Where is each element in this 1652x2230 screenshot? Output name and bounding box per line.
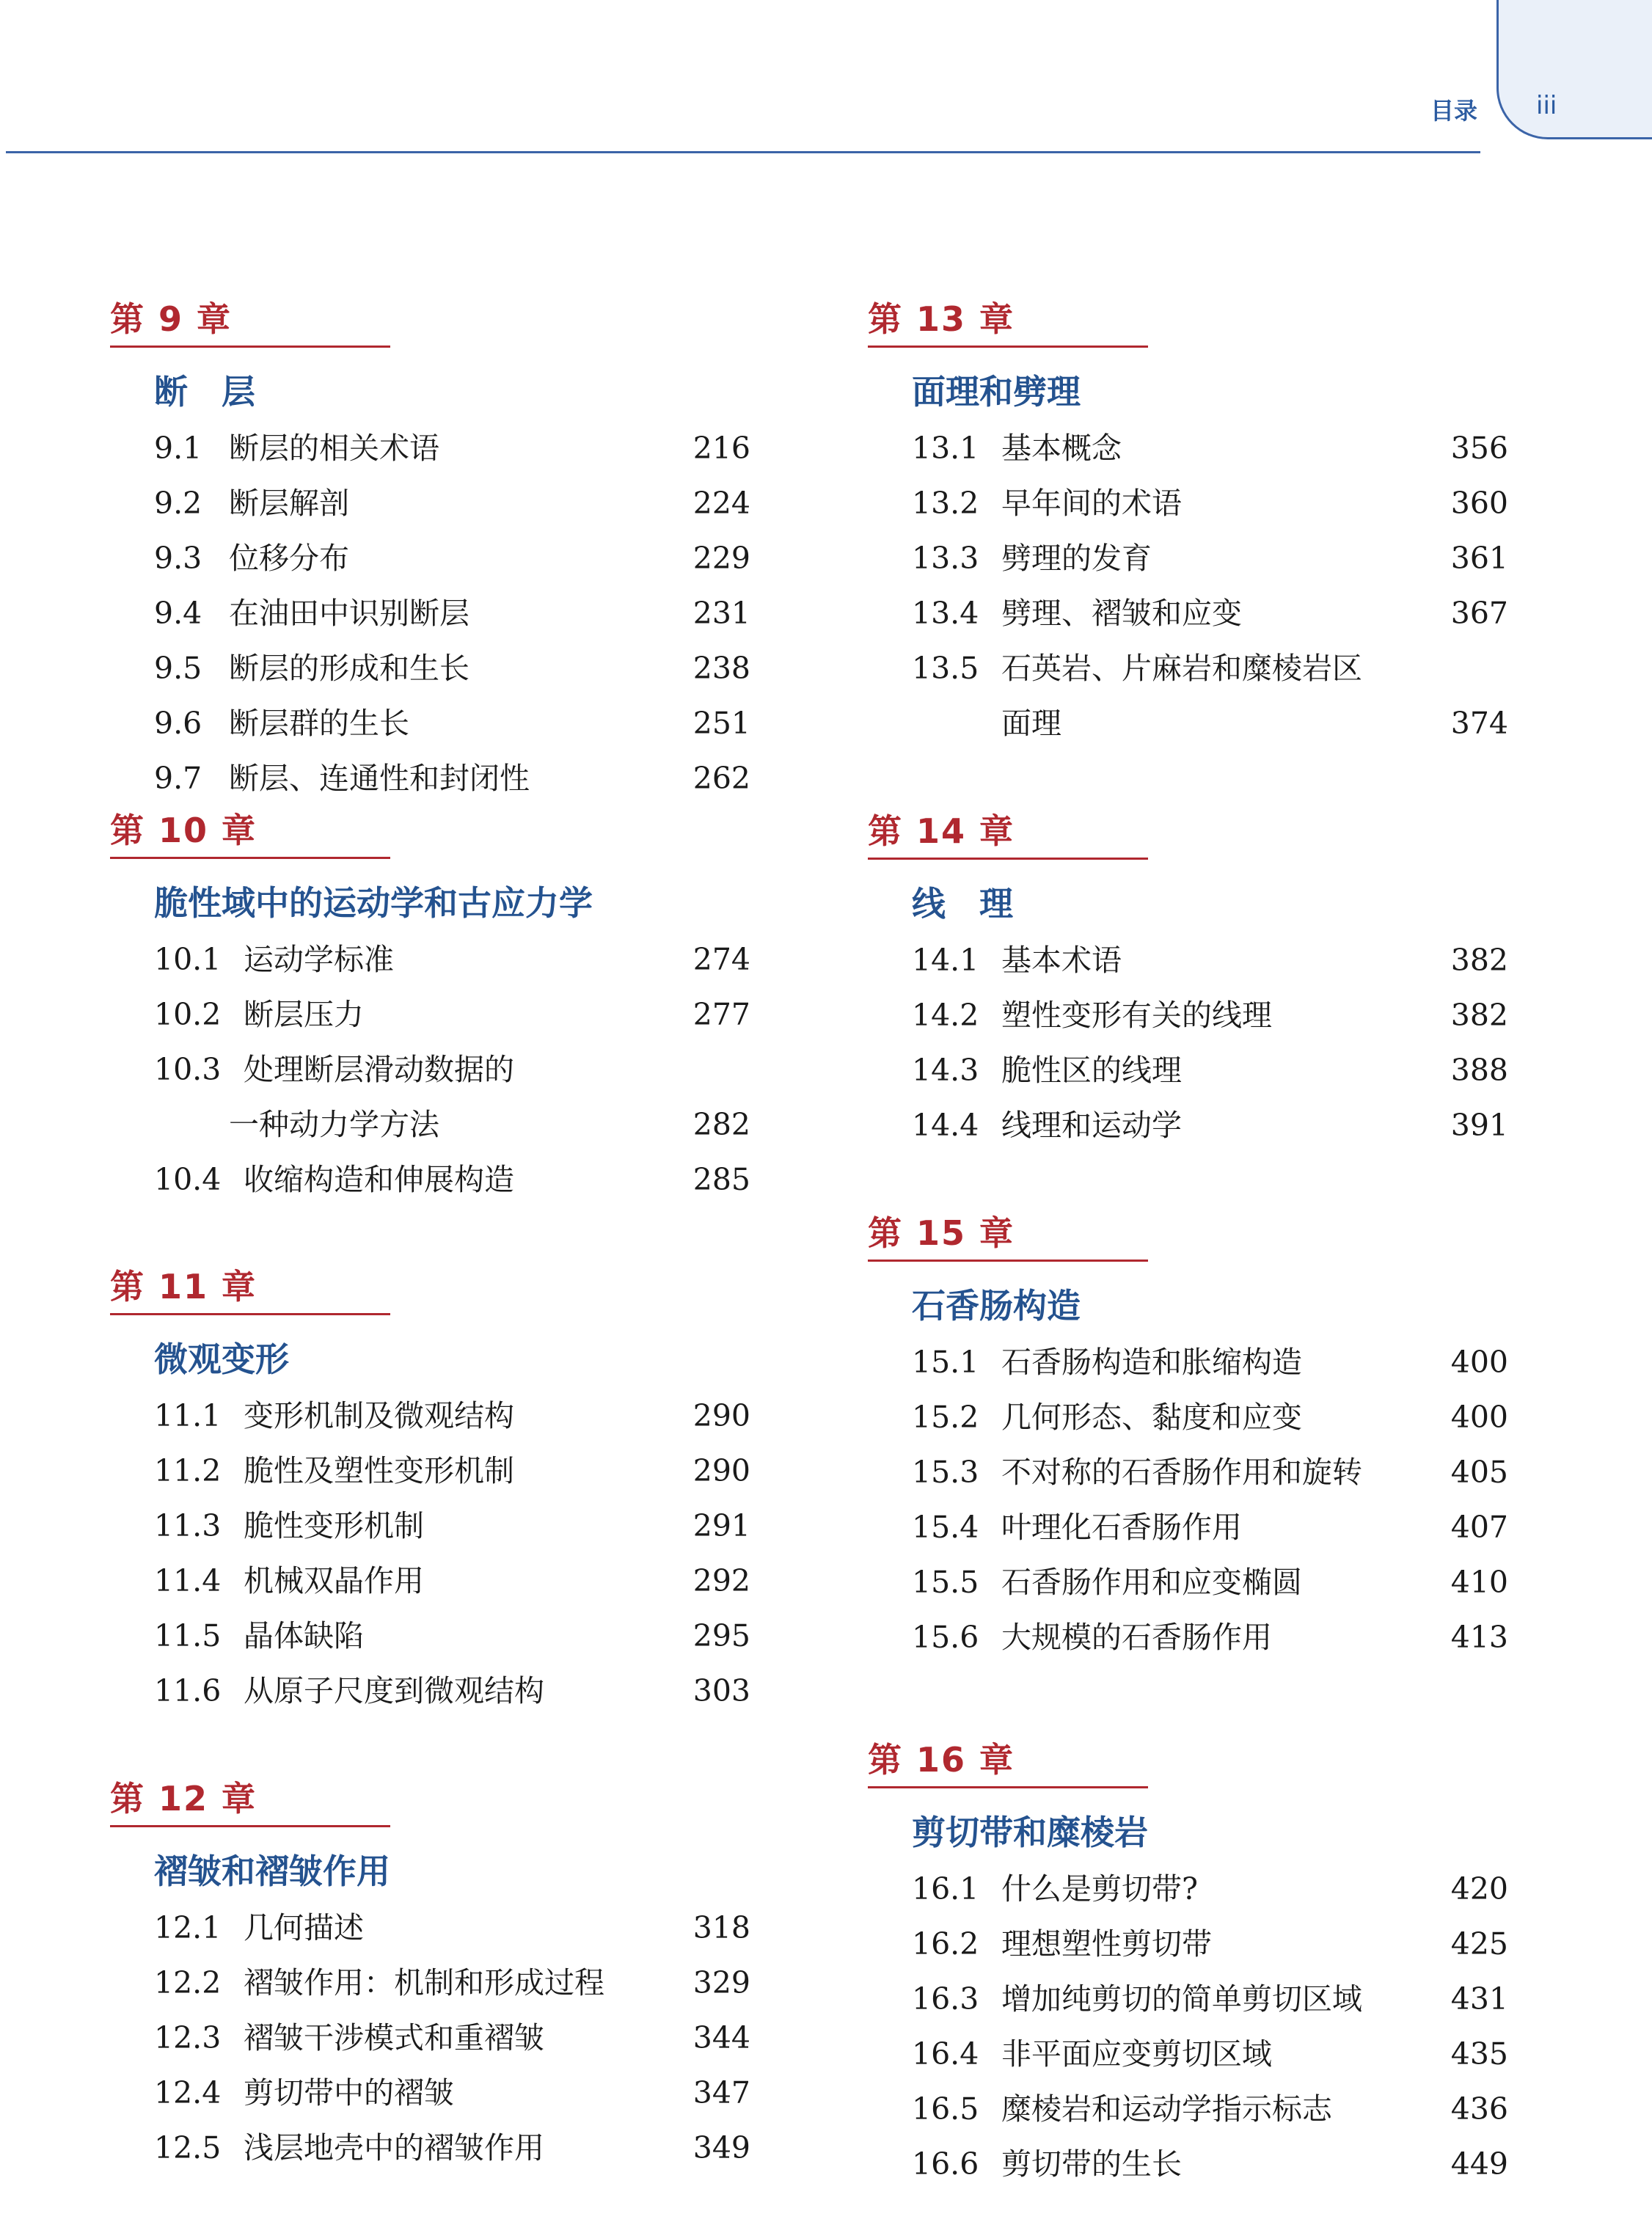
toc-entry[interactable]	[154, 1152, 750, 1207]
section-number: 15.3	[912, 1455, 979, 1490]
section-title: 糜棱岩和运动学指示标志	[1001, 2091, 1332, 2127]
page-tab	[1496, 0, 1652, 139]
toc-entry[interactable]	[912, 1500, 1508, 1555]
page-number: iii	[1536, 91, 1557, 120]
toc-entry-list	[154, 932, 750, 1207]
chapter-rule	[110, 1825, 390, 1827]
section-number: 13.2	[912, 486, 979, 521]
section-title: 劈理、褶皱和应变	[1001, 596, 1242, 631]
section-title: 石香肠构造和胀缩构造	[1001, 1345, 1302, 1380]
toc-entry[interactable]	[912, 2027, 1508, 2082]
section-number: 14.4	[912, 1108, 979, 1143]
chapter-number: 第 10 章	[110, 811, 257, 850]
chapter-title: 剪切带和糜棱岩	[912, 1813, 1148, 1852]
section-page: 425	[1450, 1926, 1508, 1962]
chapter-section	[110, 297, 750, 806]
section-number: 12.1	[154, 1910, 222, 1945]
toc-entry[interactable]	[154, 2011, 750, 2066]
section-page: 374	[1450, 706, 1508, 741]
section-number: 10.3	[154, 1052, 222, 1087]
section-page: 400	[1450, 1400, 1508, 1435]
toc-entry-list	[912, 1862, 1508, 2192]
toc-entry[interactable]	[154, 2066, 750, 2121]
toc-entry[interactable]	[154, 531, 750, 586]
toc-entry[interactable]	[912, 2082, 1508, 2137]
section-page: 291	[692, 1508, 750, 1543]
toc-entry[interactable]	[154, 1042, 593, 1097]
toc-entry[interactable]	[154, 1609, 750, 1664]
toc-entry[interactable]	[912, 1043, 1508, 1098]
toc-entry[interactable]	[154, 987, 750, 1042]
section-number: 10.4	[154, 1162, 222, 1197]
chapter-section	[868, 1211, 1508, 1665]
chapter-rule	[868, 1786, 1148, 1788]
toc-entry[interactable]	[912, 933, 1508, 988]
section-page: 292	[692, 1563, 750, 1598]
section-title: 剪切带的生长	[1001, 2146, 1182, 2182]
toc-entry[interactable]	[154, 641, 750, 696]
section-number: 9.6	[154, 706, 202, 741]
section-page: 344	[692, 2020, 750, 2055]
section-page: 347	[692, 2075, 750, 2110]
chapter-number: 第 14 章	[868, 811, 1015, 851]
toc-entry[interactable]	[912, 586, 1508, 641]
section-number: 15.1	[912, 1345, 979, 1380]
chapter-title: 面理和劈理	[912, 372, 1081, 412]
toc-entry[interactable]	[154, 1664, 750, 1719]
toc-entry[interactable]	[154, 1097, 750, 1152]
chapter-section	[868, 297, 1508, 751]
chapter-number: 第 11 章	[110, 1267, 257, 1306]
toc-entry-list	[154, 1389, 750, 1719]
section-number: 11.5	[154, 1618, 222, 1653]
section-title: 面理	[1001, 706, 1061, 741]
chapter-number: 第 16 章	[868, 1740, 1015, 1780]
section-page: 367	[1450, 596, 1508, 631]
toc-entry[interactable]	[912, 1862, 1508, 1917]
section-title: 剪切带中的褶皱	[244, 2075, 454, 2110]
section-title: 塑性变形有关的线理	[1001, 998, 1272, 1033]
section-page: 391	[1450, 1108, 1508, 1143]
section-number: 16.6	[912, 2146, 979, 2182]
section-title: 脆性及塑性变形机制	[244, 1453, 514, 1488]
chapter-section	[868, 1738, 1508, 2192]
section-title: 褶皱干涉模式和重褶皱	[244, 2020, 544, 2055]
section-page: 216	[692, 431, 750, 466]
chapter-number: 第 12 章	[110, 1779, 257, 1818]
toc-entry[interactable]	[154, 1444, 750, 1499]
section-number: 11.3	[154, 1508, 222, 1543]
toc-entry[interactable]	[912, 1917, 1508, 1972]
section-number: 9.5	[154, 651, 202, 686]
toc-entry[interactable]	[154, 586, 750, 641]
section-title: 断层的形成和生长	[229, 651, 469, 686]
section-page: 436	[1450, 2091, 1508, 2127]
section-page: 400	[1450, 1345, 1508, 1380]
toc-entry-list	[912, 421, 1508, 751]
section-page: 382	[1450, 943, 1508, 978]
section-page: 282	[692, 1107, 750, 1142]
section-page: 405	[1450, 1455, 1508, 1490]
toc-entry[interactable]	[154, 1499, 750, 1554]
toc-entry-list	[912, 933, 1508, 1153]
section-page: 251	[692, 706, 750, 741]
chapter-section	[868, 809, 1508, 1153]
toc-entry[interactable]	[912, 1972, 1508, 2027]
section-title: 脆性区的线理	[1001, 1053, 1182, 1088]
toc-entry[interactable]	[912, 2137, 1508, 2192]
section-number: 13.1	[912, 431, 979, 466]
section-number: 16.4	[912, 2036, 979, 2072]
section-number: 15.4	[912, 1510, 979, 1545]
section-page: 435	[1450, 2036, 1508, 2072]
chapter-rule	[110, 857, 390, 859]
section-number: 9.3	[154, 541, 202, 576]
chapter-section	[110, 1777, 750, 2176]
section-page: 410	[1450, 1565, 1508, 1600]
section-number: 12.5	[154, 2130, 222, 2165]
section-number: 11.6	[154, 1673, 222, 1708]
section-title: 断层压力	[244, 997, 364, 1032]
section-title: 不对称的石香肠作用和旋转	[1001, 1455, 1362, 1490]
section-title: 线理和运动学	[1001, 1108, 1182, 1143]
section-title: 大规模的石香肠作用	[1001, 1620, 1272, 1655]
section-title: 几何描述	[244, 1910, 364, 1945]
section-number: 13.5	[912, 651, 979, 686]
section-number: 12.2	[154, 1965, 222, 2000]
section-number: 16.3	[912, 1981, 979, 2017]
section-number: 12.3	[154, 2020, 222, 2055]
chapter-title: 脆性域中的运动学和古应力学	[154, 883, 593, 923]
section-number: 16.5	[912, 2091, 979, 2127]
section-number: 9.1	[154, 431, 202, 466]
toc-entry[interactable]	[154, 1956, 750, 2011]
toc-entry[interactable]	[912, 1445, 1508, 1500]
section-number: 10.2	[154, 997, 222, 1032]
section-page: 382	[1450, 998, 1508, 1033]
chapter-rule	[110, 1313, 390, 1315]
toc-entry[interactable]	[154, 421, 750, 476]
section-number: 11.1	[154, 1398, 222, 1433]
toc-entry-list	[154, 421, 750, 806]
section-title: 断层群的生长	[229, 706, 409, 741]
section-title: 几何形态、黏度和应变	[1001, 1400, 1302, 1435]
section-number: 11.4	[154, 1563, 222, 1598]
section-page: 349	[692, 2130, 750, 2165]
section-page: 361	[1450, 541, 1508, 576]
section-title: 断层解剖	[229, 486, 349, 521]
chapter-title: 断 层	[154, 372, 255, 412]
section-title: 基本概念	[1001, 431, 1122, 466]
section-number: 9.7	[154, 761, 202, 796]
section-page: 449	[1450, 2146, 1508, 2182]
chapter-title: 石香肠构造	[912, 1286, 1081, 1326]
section-title: 收缩构造和伸展构造	[244, 1162, 514, 1197]
section-number: 11.2	[154, 1453, 222, 1488]
toc-entry[interactable]	[912, 1098, 1508, 1153]
section-number: 9.2	[154, 486, 202, 521]
section-page: 360	[1450, 486, 1508, 521]
toc-entry[interactable]	[912, 476, 1508, 531]
section-title: 浅层地壳中的褶皱作用	[244, 2130, 544, 2165]
section-page: 262	[692, 761, 750, 796]
chapter-number: 第 13 章	[868, 299, 1015, 339]
section-number: 12.4	[154, 2075, 222, 2110]
section-page: 290	[692, 1453, 750, 1488]
toc-entry-list	[912, 1335, 1508, 1665]
section-title: 一种动力学方法	[229, 1107, 439, 1142]
section-page: 431	[1450, 1981, 1508, 2017]
section-title: 断层的相关术语	[229, 431, 439, 466]
section-page: 229	[692, 541, 750, 576]
section-number: 13.4	[912, 596, 979, 631]
section-page: 277	[692, 997, 750, 1032]
section-number: 15.2	[912, 1400, 979, 1435]
header-rule	[6, 151, 1480, 153]
section-number: 9.4	[154, 596, 202, 631]
section-page: 285	[692, 1162, 750, 1197]
section-title: 褶皱作用：机制和形成过程	[244, 1965, 604, 2000]
chapter-rule	[868, 346, 1148, 348]
section-title: 位移分布	[229, 541, 349, 576]
chapter-title: 微观变形	[154, 1339, 289, 1379]
toc-entry[interactable]	[912, 1335, 1508, 1390]
section-page: 420	[1450, 1871, 1508, 1907]
section-title: 非平面应变剪切区域	[1001, 2036, 1272, 2072]
section-page: 318	[692, 1910, 750, 1945]
section-page: 329	[692, 1965, 750, 2000]
section-title: 石香肠作用和应变椭圆	[1001, 1565, 1302, 1600]
section-number: 15.5	[912, 1565, 979, 1600]
section-title: 从原子尺度到微观结构	[244, 1673, 544, 1708]
section-number: 14.1	[912, 943, 979, 978]
section-page: 388	[1450, 1053, 1508, 1088]
section-title: 运动学标准	[244, 942, 394, 977]
section-page: 274	[692, 942, 750, 977]
section-title: 处理断层滑动数据的	[244, 1052, 514, 1087]
toc-entry[interactable]	[912, 421, 1508, 476]
toc-entry[interactable]	[154, 1554, 750, 1609]
section-title: 石英岩、片麻岩和糜棱岩区	[1001, 651, 1362, 686]
section-number: 13.3	[912, 541, 979, 576]
toc-entry[interactable]	[912, 696, 1508, 751]
section-title: 增加纯剪切的简单剪切区域	[1001, 1981, 1362, 2017]
chapter-section	[110, 1265, 750, 1719]
toc-entry[interactable]	[154, 932, 750, 987]
section-page: 224	[692, 486, 750, 521]
chapter-rule	[868, 1260, 1148, 1262]
section-page: 231	[692, 596, 750, 631]
toc-entry[interactable]	[912, 531, 1508, 586]
section-title: 机械双晶作用	[244, 1563, 424, 1598]
toc-entry[interactable]	[912, 641, 1362, 696]
chapter-rule	[110, 346, 390, 348]
section-title: 早年间的术语	[1001, 486, 1182, 521]
chapter-title: 线 理	[912, 884, 1013, 924]
section-number: 14.3	[912, 1053, 979, 1088]
toc-entry[interactable]	[912, 1555, 1508, 1610]
section-title: 什么是剪切带?	[1001, 1871, 1198, 1907]
section-number: 14.2	[912, 998, 979, 1033]
section-title: 晶体缺陷	[244, 1618, 364, 1653]
running-header: 目录	[1430, 97, 1477, 125]
section-title: 理想塑性剪切带	[1001, 1926, 1212, 1962]
chapter-rule	[868, 858, 1148, 860]
chapter-number: 第 9 章	[110, 299, 233, 339]
toc-entry[interactable]	[154, 1389, 750, 1444]
toc-entry[interactable]	[912, 1390, 1508, 1445]
section-title: 叶理化石香肠作用	[1001, 1510, 1242, 1545]
section-page: 303	[692, 1673, 750, 1708]
section-number: 16.2	[912, 1926, 979, 1962]
section-page: 413	[1450, 1620, 1508, 1655]
chapter-section	[110, 808, 750, 1207]
toc-entry[interactable]	[154, 2121, 750, 2176]
section-number: 15.6	[912, 1620, 979, 1655]
toc-entry[interactable]	[912, 988, 1508, 1043]
toc-entry[interactable]	[154, 476, 750, 531]
section-number: 10.1	[154, 942, 222, 977]
toc-entry[interactable]	[912, 1610, 1508, 1665]
toc-entry[interactable]	[154, 751, 750, 806]
section-title: 在油田中识别断层	[229, 596, 469, 631]
section-number: 16.1	[912, 1871, 979, 1907]
section-title: 变形机制及微观结构	[244, 1398, 514, 1433]
toc-entry[interactable]	[154, 1901, 750, 1956]
section-page: 238	[692, 651, 750, 686]
toc-entry[interactable]	[154, 696, 750, 751]
section-page: 290	[692, 1398, 750, 1433]
section-page: 295	[692, 1618, 750, 1653]
section-title: 脆性变形机制	[244, 1508, 424, 1543]
section-page: 407	[1450, 1510, 1508, 1545]
toc-entry-list	[154, 1901, 750, 2176]
section-title: 断层、连通性和封闭性	[229, 761, 530, 796]
chapter-number: 第 15 章	[868, 1213, 1015, 1253]
section-title: 基本术语	[1001, 943, 1122, 978]
section-page: 356	[1450, 431, 1508, 466]
section-title: 劈理的发育	[1001, 541, 1152, 576]
chapter-title: 褶皱和褶皱作用	[154, 1851, 390, 1891]
